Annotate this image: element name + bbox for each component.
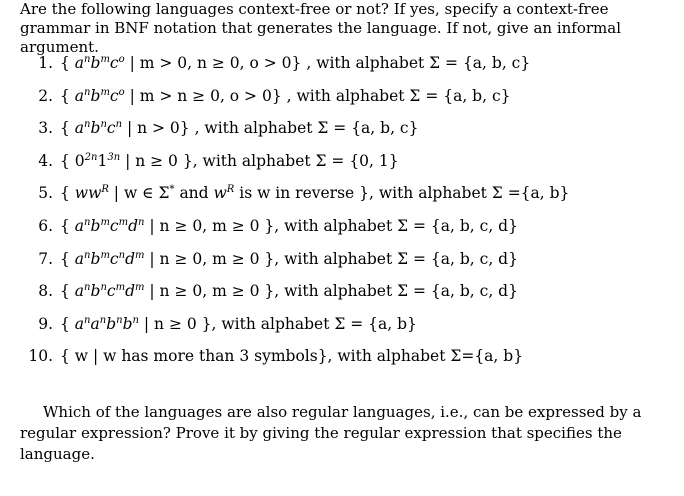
problem-item — [0, 85, 684, 118]
intro-paragraph: Are the following languages context-free or not? If yes, specify a context-free grammar in BNF notation that generates the language. If not, give an informal argument. — [20, 0, 621, 56]
problem-number: 3. — [38, 119, 53, 138]
problem-item — [0, 248, 684, 281]
problem-text: { $ww^R$ | w ∈ Σ* and $w^R$ is w in reverse }, with alphabet Σ ={a, b} — [60, 184, 570, 203]
problem-number: 1. — [38, 54, 53, 72]
problem-item — [0, 280, 684, 313]
problem-item — [0, 345, 684, 378]
problem-number: 2. — [38, 86, 53, 105]
problem-number: 6. — [38, 216, 53, 235]
outro-paragraph: Which of the languages are also regular languages, i.e., can be expressed by a regular expression? Prove it by giving the regular expression that specifies the language. — [20, 403, 642, 463]
problem-text: { w | w has more than 3 symbols}, with alphabet Σ={a, b} — [60, 347, 524, 366]
problem-number: 4. — [38, 151, 53, 170]
problem-item — [0, 313, 684, 346]
problem-number: 5. — [38, 184, 53, 203]
problem-number: 7. — [38, 249, 53, 268]
problem-item — [0, 117, 684, 150]
problem-text: { $a^nb^nc^md^m$ | n ≥ 0, m ≥ 0 }, with alphabet Σ = {a, b, c, d} — [60, 282, 518, 301]
problem-number: 9. — [38, 314, 53, 333]
problem-item — [0, 182, 684, 215]
problem-number: 8. — [38, 282, 53, 301]
problem-text: { $a^nb^mc^nd^m$ | n ≥ 0, m ≥ 0 }, with alphabet Σ = {a, b, c, d} — [60, 249, 518, 268]
problem-item — [0, 215, 684, 248]
problem-item — [0, 52, 684, 85]
problem-list — [0, 52, 684, 378]
problem-item — [0, 150, 684, 183]
problem-text: { $0^{2n}1^{3n}$ | n ≥ 0 }, with alphabet Σ = {0, 1} — [60, 151, 399, 170]
problem-text: { $a^na^nb^nb^n$ | n ≥ 0 }, with alphabet Σ = {a, b} — [60, 314, 417, 333]
problem-text: { $a^nb^mc^o$ | m > 0, n ≥ 0, o > 0} , with alphabet Σ = {a, b, c} — [60, 54, 531, 72]
problem-number: 10. — [28, 347, 53, 366]
problem-text: { $a^nb^nc^n$ | n > 0} , with alphabet Σ = {a, b, c} — [60, 119, 419, 138]
problem-text: { $a^nb^mc^o$ | m > n ≥ 0, o > 0} , with alphabet Σ = {a, b, c} — [60, 86, 511, 105]
problem-text: { $a^nb^mc^md^n$ | n ≥ 0, m ≥ 0 }, with alphabet Σ = {a, b, c, d} — [60, 216, 518, 235]
